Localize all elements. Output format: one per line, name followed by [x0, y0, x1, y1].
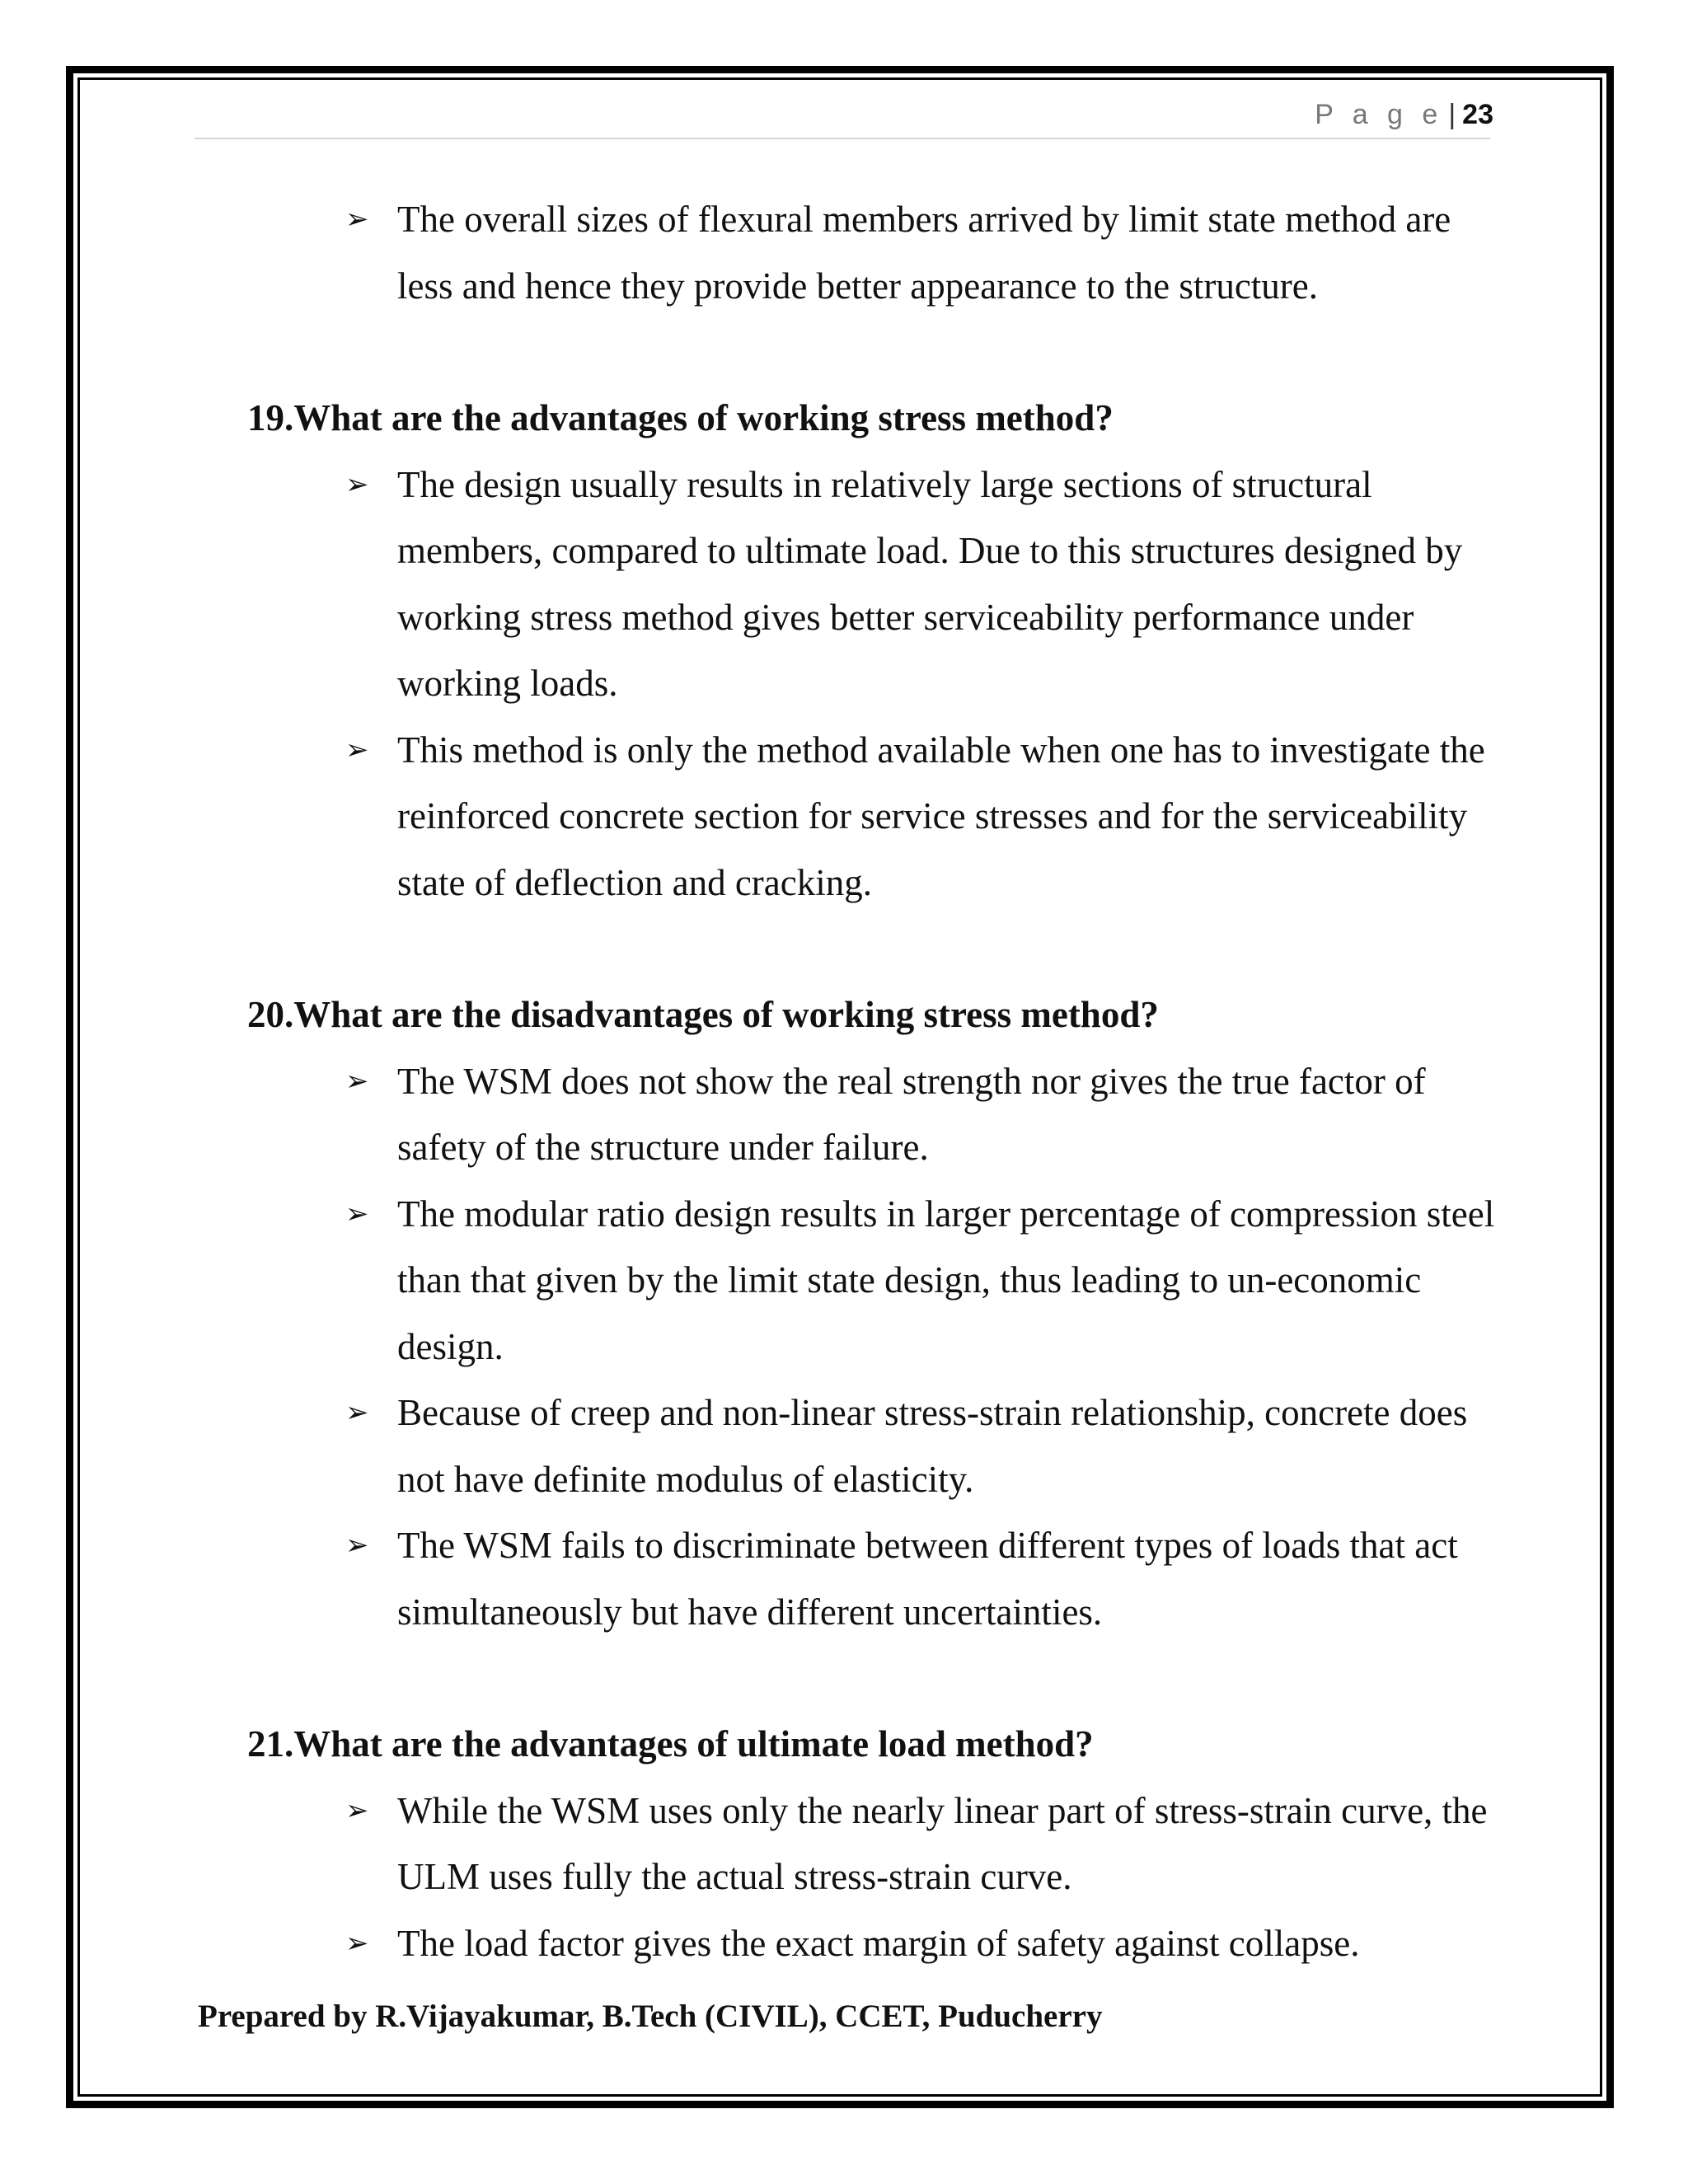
spacer: [247, 319, 1500, 385]
arrow-bullet-icon: ➢: [345, 467, 369, 501]
bullet-text: The WSM fails to discriminate between different types of loads that act simultaneously but have different uncertainties.: [397, 1525, 1458, 1633]
question-heading: 20.What are the disadvantages of working stress method?: [247, 994, 1159, 1035]
arrow-bullet-icon: ➢: [345, 1793, 369, 1827]
spacer: [247, 916, 1500, 982]
header-divider: [195, 138, 1490, 139]
list-item: [247, 186, 1500, 319]
list-item: [247, 1181, 1500, 1380]
page-number: 23: [1462, 99, 1493, 130]
list-item: [247, 1910, 1500, 1977]
list-item: [247, 1512, 1500, 1645]
footer-credit: Prepared by R.Vijayakumar, B.Tech (CIVIL), CCET, Puducherry: [198, 1999, 1103, 2034]
list-item: [247, 1380, 1500, 1512]
page-separator: |: [1448, 99, 1456, 130]
arrow-bullet-icon: ➢: [345, 203, 369, 236]
document-body: [247, 186, 1500, 1976]
bullet-text: The overall sizes of flexural members arrived by limit state method are less and hence they provide better appearance to the structure.: [397, 199, 1451, 307]
bullet-text: The load factor gives the exact margin of safety against collapse.: [397, 1922, 1360, 1964]
list-item: [247, 1778, 1500, 1910]
question-heading: 19.What are the advantages of working stress method?: [247, 397, 1114, 438]
list-item: [247, 717, 1500, 916]
list-item: [247, 452, 1500, 717]
arrow-bullet-icon: ➢: [345, 1926, 369, 1960]
arrow-bullet-icon: ➢: [345, 733, 369, 766]
bullet-text: The modular ratio design results in larger percentage of compression steel than that given by the limit state design, thus leading to un-economic design.: [397, 1193, 1495, 1367]
arrow-bullet-icon: ➢: [345, 1064, 369, 1098]
bullet-text: The WSM does not show the real strength nor gives the true factor of safety of the structure under failure.: [397, 1060, 1426, 1168]
page-number-header: [1315, 99, 1493, 131]
arrow-bullet-icon: ➢: [345, 1529, 369, 1562]
arrow-bullet-icon: ➢: [345, 1197, 369, 1230]
arrow-bullet-icon: ➢: [345, 1396, 369, 1429]
bullet-text: This method is only the method available when one has to investigate the reinforced concrete section for service stresses and for the serviceability state of deflection and cracking.: [397, 729, 1485, 903]
bullet-text: While the WSM uses only the nearly linear part of stress-strain curve, the ULM uses fully the actual stress-strain curve.: [397, 1789, 1488, 1897]
list-item: [247, 1048, 1500, 1181]
spacer: [247, 1645, 1500, 1711]
question-heading: 21.What are the advantages of ultimate load method?: [247, 1723, 1094, 1765]
bullet-text: Because of creep and non-linear stress-strain relationship, concrete does not have definite modulus of elasticity.: [397, 1392, 1468, 1500]
bullet-text: The design usually results in relatively large sections of structural members, compared to ultimate load. Due to this structures designed by working stress method gives better serviceability performance under working loads.: [397, 463, 1463, 704]
page-label: P a g e: [1315, 99, 1444, 130]
